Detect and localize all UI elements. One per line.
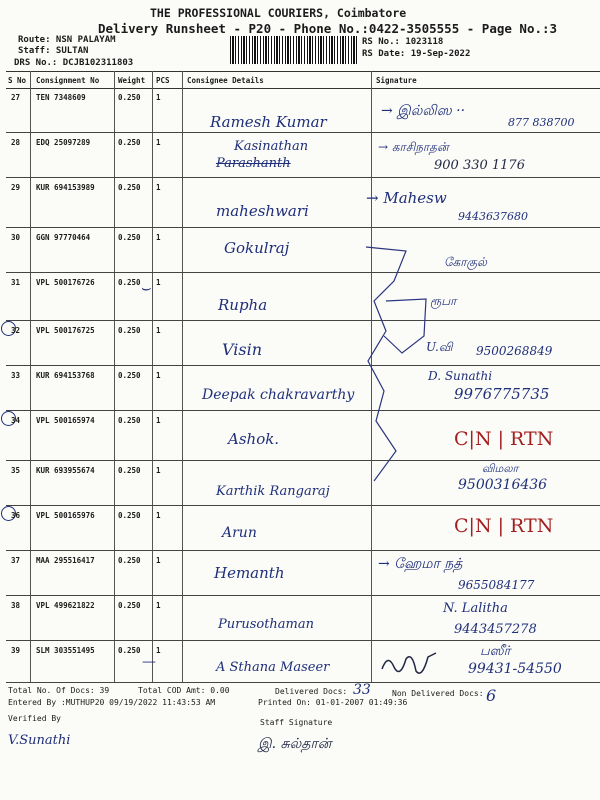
cell-sno: 39 <box>11 646 21 655</box>
recipient-phone: 9500268849 <box>476 344 553 358</box>
cell-sno: 28 <box>11 138 21 147</box>
recipient-phone: 99431-54550 <box>468 661 562 677</box>
cell-weight: 0.250 <box>118 416 141 425</box>
cell-weight: 0.250 <box>118 371 141 380</box>
cell-sno: 38 <box>11 601 21 610</box>
cell-pcs: 1 <box>156 371 161 380</box>
cell-consignment: GGN 97770464 <box>36 233 91 242</box>
cell-sno: 32 <box>11 326 21 335</box>
return-mark: C|N | RTN <box>454 428 554 450</box>
return-mark: C|N | RTN <box>454 515 554 537</box>
cell-sno: 37 <box>11 556 21 565</box>
table-row <box>6 87 600 133</box>
col-consignment: Consignment No <box>36 76 100 85</box>
cell-consignment: VPL 500176725 <box>36 326 95 335</box>
pcs-tick-mark: — <box>142 654 156 670</box>
recipient-phone: 9443637680 <box>458 210 528 223</box>
total-docs: Total No. Of Docs: 39 <box>8 686 110 695</box>
cell-pcs: 1 <box>156 93 161 102</box>
table-row <box>6 227 600 273</box>
document-subtitle: Delivery Runsheet - P20 - Phone No.:0422-3505555 - Page No.:3 <box>98 21 558 36</box>
cell-consignment: KUR 693955674 <box>36 466 95 475</box>
recipient-signature: விமலா <box>482 462 519 475</box>
cell-pcs: 1 <box>156 326 161 335</box>
delivered-count: 33 <box>353 682 371 698</box>
non-delivered-count: 6 <box>486 686 497 705</box>
table-row <box>6 460 600 506</box>
recipient-signature: பஸீர் <box>480 644 511 659</box>
recipient-phone: 900 330 1176 <box>434 158 525 173</box>
table-row <box>6 365 600 411</box>
cell-consignment: VPL 499621822 <box>36 601 95 610</box>
cell-pcs: 1 <box>156 278 161 287</box>
rs-date: RS Date: 19-Sep-2022 <box>362 49 471 59</box>
cell-sno: 31 <box>11 278 21 287</box>
cell-consignment: KUR 694153768 <box>36 371 95 380</box>
cell-pcs: 1 <box>156 601 161 610</box>
staff-signature-label: Staff Signature <box>260 718 333 727</box>
cell-consignment: VPL 500165976 <box>36 511 95 520</box>
cell-consignment: SLM 303551495 <box>36 646 95 655</box>
pcs-tick-mark: ⌣ <box>140 278 151 297</box>
col-signature: Signature <box>376 76 417 85</box>
cell-consignment: VPL 500176726 <box>36 278 95 287</box>
route-label: Route: NSN PALAYAM <box>18 35 116 45</box>
recipient-signature: → காசிநாதன் <box>378 140 449 154</box>
consignee-name-struck: Parashanth <box>216 156 291 171</box>
recipient-signature: U.வி <box>426 340 453 354</box>
recipient-phone: 9976775735 <box>454 385 550 403</box>
cell-sno: 34 <box>11 416 21 425</box>
cell-pcs: 1 <box>156 646 161 655</box>
consignee-name: Ashok. <box>228 430 280 448</box>
cell-weight: 0.250 <box>118 556 141 565</box>
cell-sno: 33 <box>11 371 21 380</box>
cell-weight: 0.250 <box>118 601 141 610</box>
cell-consignment: KUR 694153989 <box>36 183 95 192</box>
cell-consignment: VPL 500165974 <box>36 416 95 425</box>
consignee-name: maheshwari <box>216 202 309 220</box>
consignee-name: Purusothaman <box>218 617 315 632</box>
cell-weight: 0.250 <box>118 466 141 475</box>
cell-sno: 36 <box>11 511 21 520</box>
cell-weight: 0.250 <box>118 326 141 335</box>
delivered-label: Delivered Docs: <box>275 687 348 696</box>
table-row <box>6 272 600 321</box>
col-sno: S No <box>8 76 27 85</box>
consignee-name: Arun <box>222 525 257 541</box>
recipient-signature: → இல்லிஸ ·· <box>381 103 466 119</box>
cell-pcs: 1 <box>156 511 161 520</box>
recipient-phone: 9443457278 <box>454 622 537 637</box>
cell-weight: 0.250 <box>118 646 141 655</box>
total-cod: Total COD Amt: 0.00 <box>138 686 230 695</box>
cell-sno: 30 <box>11 233 21 242</box>
table-row <box>6 410 600 461</box>
table-row <box>6 320 600 366</box>
cell-consignment: EDQ 25097289 <box>36 138 91 147</box>
staff-signature: இ. சுல்தான் <box>258 736 332 752</box>
col-weight: Weight <box>118 76 146 85</box>
non-delivered-label: Non Delivered Docs: <box>392 689 484 698</box>
cell-weight: 0.250 <box>118 278 141 287</box>
runsheet-table <box>6 71 600 682</box>
barcode <box>230 36 358 64</box>
cell-weight: 0.250 <box>118 511 141 520</box>
recipient-phone: 9500316436 <box>458 477 548 493</box>
col-pcs: PCS <box>156 76 170 85</box>
table-row <box>6 177 600 228</box>
staff-label: Staff: SULTAN <box>18 46 89 56</box>
recipient-signature: D. Sunathi <box>428 369 493 383</box>
cell-sno: 27 <box>11 93 21 102</box>
recipient-phone: 877 838700 <box>508 116 575 129</box>
signature-scribble <box>380 649 440 681</box>
recipient-phone: 9655084177 <box>458 578 535 592</box>
cell-pcs: 1 <box>156 233 161 242</box>
cell-weight: 0.250 <box>118 93 141 102</box>
verified-signature: V.Sunathi <box>8 733 71 748</box>
recipient-signature: → ஹேமா நத் <box>378 556 463 572</box>
document-title: THE PROFESSIONAL COURIERS, Coimbatore <box>150 6 407 20</box>
recipient-signature: N. Lalitha <box>443 601 508 616</box>
cell-sno: 29 <box>11 183 21 192</box>
table-row <box>6 640 600 683</box>
cell-pcs: 1 <box>156 466 161 475</box>
cell-weight: 0.250 <box>118 233 141 242</box>
cell-consignment: TEN 7348609 <box>36 93 86 102</box>
consignee-name: Ramesh Kumar <box>210 113 327 131</box>
cell-pcs: 1 <box>156 416 161 425</box>
entered-by: Entered By :MUTHUP20 09/19/2022 11:43:53 AM <box>8 698 216 707</box>
table-row <box>6 505 600 551</box>
cell-pcs: 1 <box>156 138 161 147</box>
consignee-name: Hemanth <box>214 564 285 582</box>
consignee-name: A Sthana Maseer <box>216 660 330 675</box>
table-row <box>6 132 600 178</box>
rs-number: RS No.: 1023118 <box>362 37 444 47</box>
consignee-name: Gokulraj <box>224 239 290 257</box>
cell-pcs: 1 <box>156 556 161 565</box>
consignee-name: Visin <box>222 340 263 359</box>
recipient-signature: கோகுல் <box>444 255 488 269</box>
cell-sno: 35 <box>11 466 21 475</box>
drs-number: DRS No.: DCJB102311803 <box>14 58 134 68</box>
col-consignee: Consignee Details <box>187 76 264 85</box>
cell-weight: 0.250 <box>118 183 141 192</box>
table-row <box>6 550 600 596</box>
recipient-signature: ரூபா <box>430 294 457 308</box>
printed-on: Printed On: 01-01-2007 01:49:36 <box>258 698 408 707</box>
consignee-name: Karthik Rangaraj <box>216 484 330 499</box>
cell-pcs: 1 <box>156 183 161 192</box>
consignee-name: Deepak chakravarthy <box>202 387 355 403</box>
recipient-signature: → Mahesw <box>366 189 447 207</box>
consignee-name: Rupha <box>218 296 268 314</box>
consignee-name: Kasinathan <box>234 139 309 154</box>
table-row <box>6 595 600 641</box>
handwritten-bracket-scribble <box>346 241 436 491</box>
verified-by-label: Verified By <box>8 714 61 723</box>
cell-weight: 0.250 <box>118 138 141 147</box>
cell-consignment: MAA 295516417 <box>36 556 95 565</box>
